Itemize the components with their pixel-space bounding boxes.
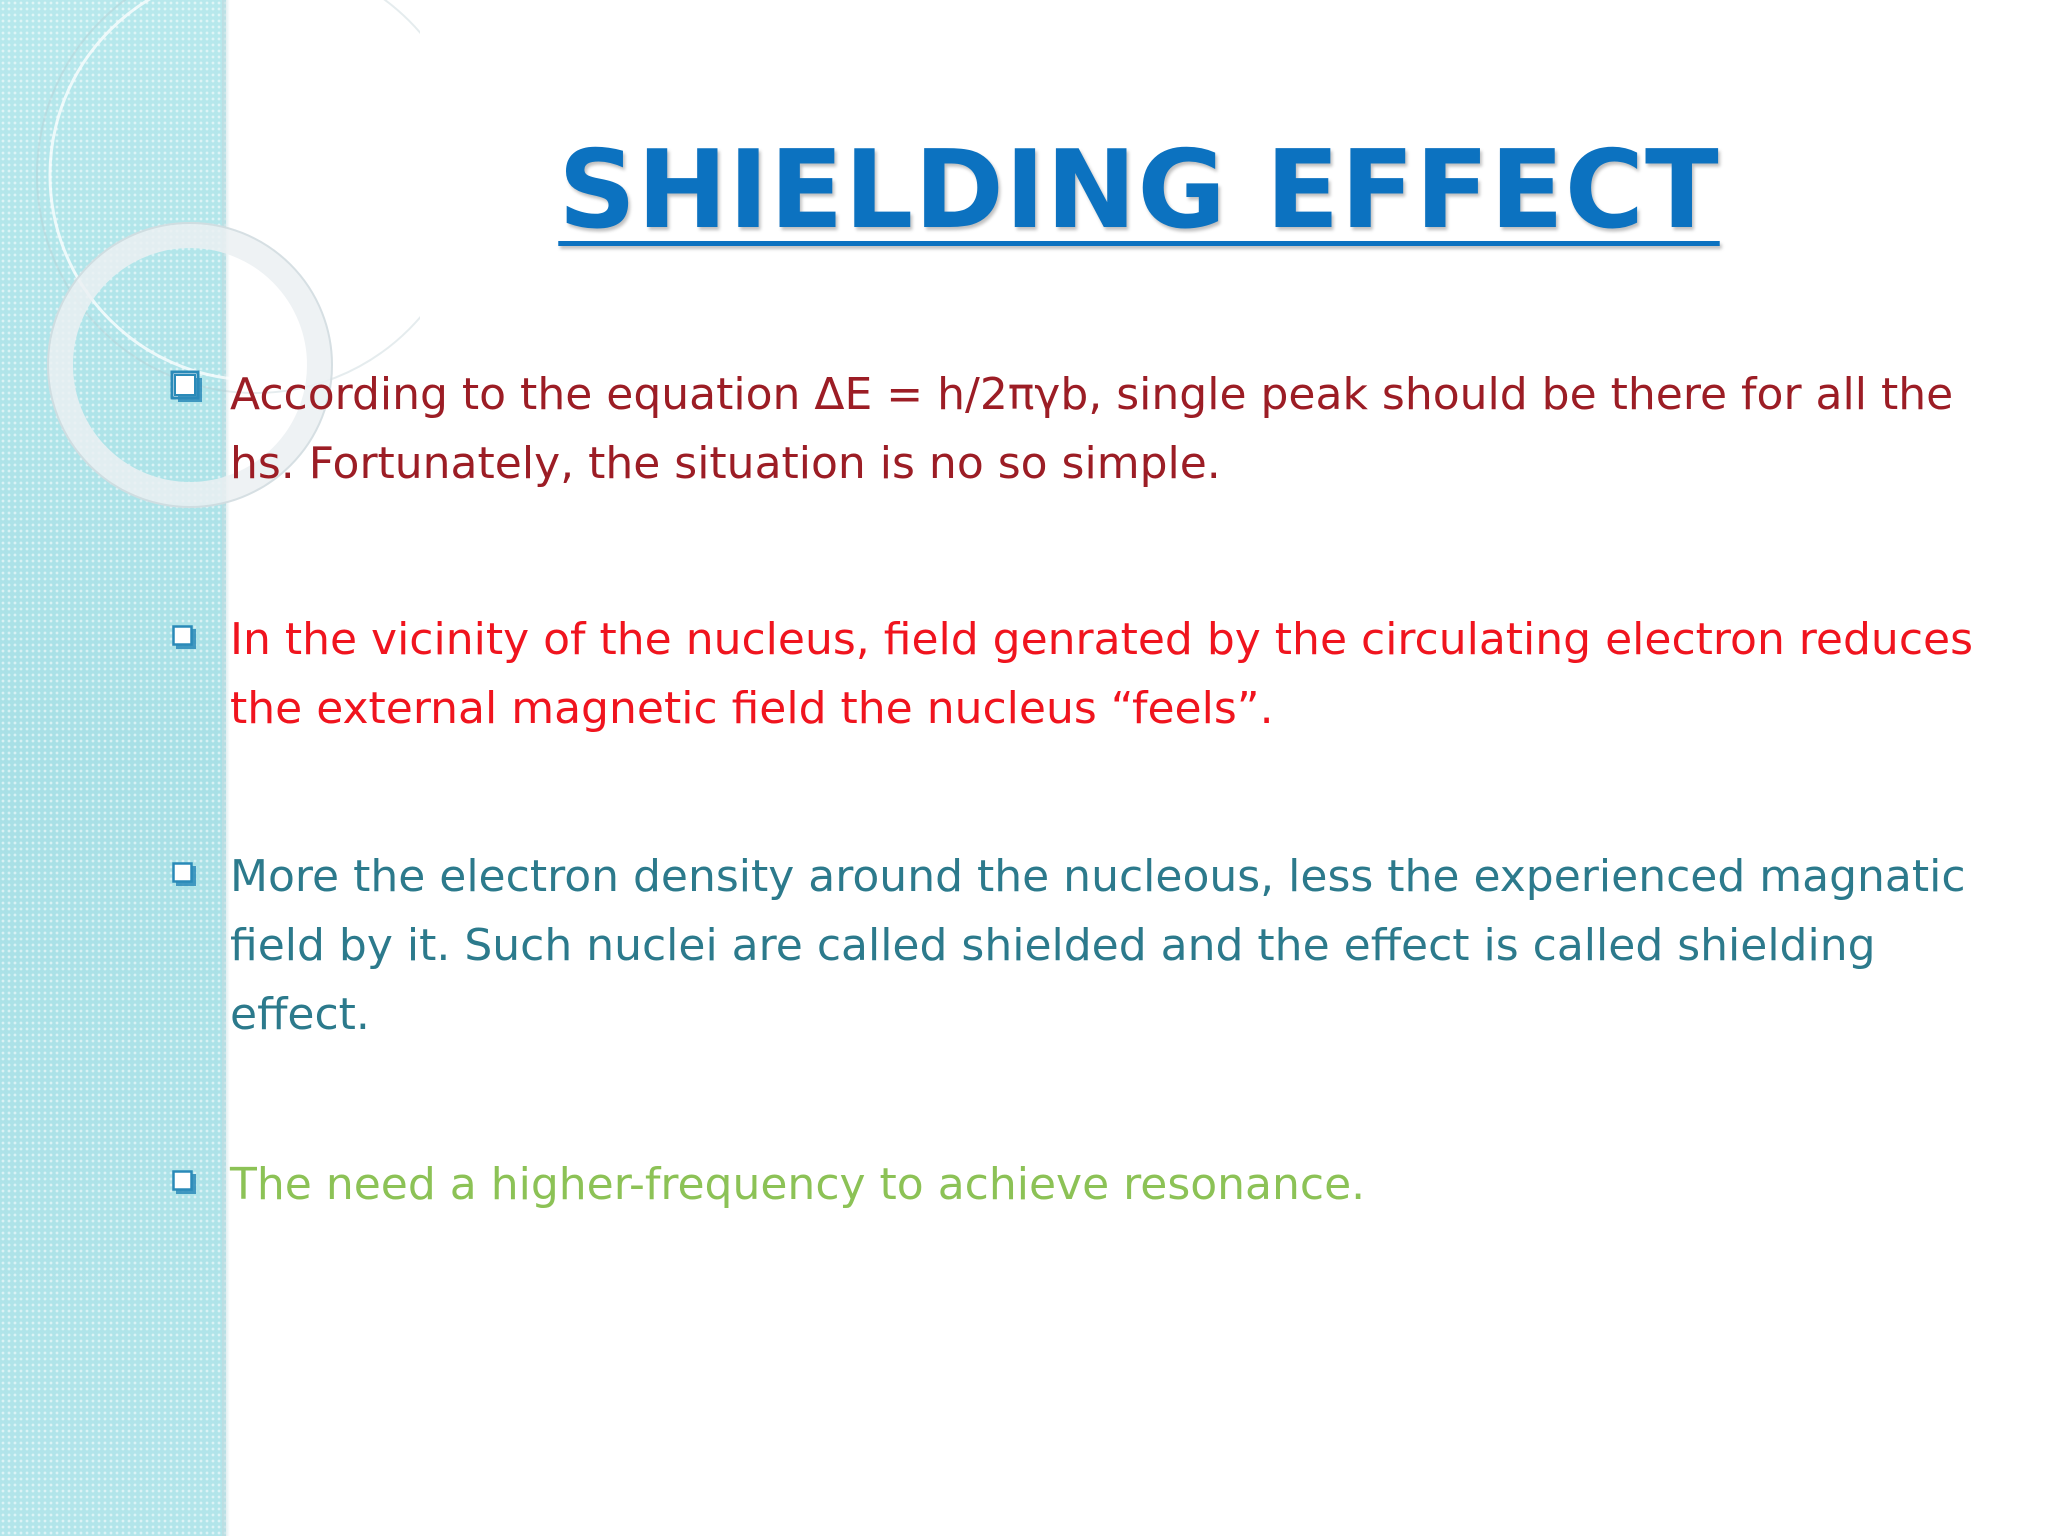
bullet-item-3 [230, 842, 1990, 1049]
bullet-text-3: More the electron density around the nucleous, less the experienced magnatic field by it. Such nuclei are called shielded and the effect is called shielding effect. [230, 851, 1966, 1040]
square-bullet-icon [172, 1170, 198, 1196]
slide-title: SHIELDING EFFECT [558, 128, 1720, 253]
bullet-item-2 [230, 605, 1990, 743]
bullet-item-1 [230, 360, 1990, 498]
bullet-text-4: The need a higher-frequency to achieve resonance. [230, 1159, 1366, 1210]
square-bullet-icon [172, 625, 198, 651]
bullet-text-1: According to the equation ΔE = h/2πγb, single peak should be there for all the hs. Fortunately, the situation is no so simple. [230, 369, 1954, 489]
bullet-item-4 [230, 1150, 1990, 1219]
square-bullet-icon [170, 370, 204, 404]
square-bullet-icon [172, 862, 198, 888]
bullet-text-2: In the vicinity of the nucleus, field genrated by the circulating electron reduces the external magnetic field the nucleus “feels”. [230, 614, 1974, 734]
